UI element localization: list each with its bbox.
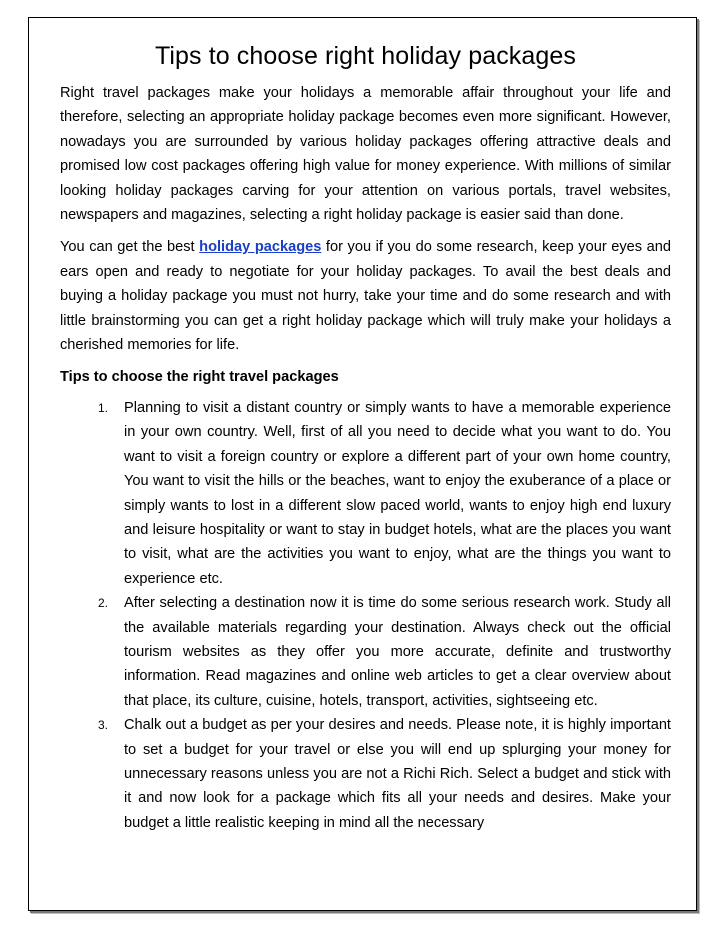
paragraph-text-after-link: for you if you do some research, keep your eyes and ears open and ready to negotiate for your holiday packages. To avail the best deals and buying a holiday package you must not hurry, take your time and do some research and with little brainstorming you can get a right holiday package which will truly make your holidays a cherished memories for life. [60, 239, 671, 354]
list-item-number: 2. [98, 596, 109, 611]
list-item-text: Planning to visit a distant country or simply wants to have a memorable experience in your own country. Well, first of all you need to decide what you want to do. You want to visit a foreign country or explore a different part of your own home country, You want to visit the hills or the beaches, want to enjoy the exuberance of a place or simply wants to lost in a different slow paced world, wants to enjoy high end luxury and leisure hospitality or want to stay in budget hotels, what are the places you want to visit, what are the activities you want to enjoy, what are the things you want to experience etc. [124, 399, 671, 587]
list-item-number: 3. [98, 718, 109, 733]
document-body [60, 40, 671, 835]
list-item [60, 591, 671, 713]
list-item-text: Chalk out a budget as per your desires and needs. Please note, it is highly important to set a budget for your travel or else you will end up splurging your money for unnecessary reasons unless you are not a Richi Rich. Select a budget and stick with it and now look for a package which fits all your needs and desires. Make your budget a little realistic keeping in mind all the necessary [124, 717, 671, 831]
list-item-text: After selecting a destination now it is time do some serious research work. Study all the available materials regarding your destination. Always check out the official tourism websites as they offer you more accurate, definite and trustworthy information. Read magazines and online web articles to get a clear overview about that place, its culture, cuisine, hotels, transport, activities, sightseeing etc. [124, 595, 671, 709]
intro-paragraph: Right travel packages make your holidays a memorable affair throughout your life and therefore, selecting an appropriate holiday package becomes even more significant. However, nowadays you are surrounded by various holiday packages offering attractive deals and promised low cost packages offering high value for money experience. With millions of similar looking holiday packages carving for your attention on various portals, travel websites, newspapers and magazines, selecting a right holiday package is easier said than done. [60, 85, 671, 224]
paragraph-text-before-link: You can get the best [60, 239, 200, 256]
list-item [60, 713, 671, 835]
page-title: Tips to choose right holiday packages [154, 42, 577, 70]
research-paragraph [60, 235, 671, 357]
tips-list [60, 396, 671, 835]
tips-subheading: Tips to choose the right travel packages [60, 369, 339, 386]
list-item [60, 396, 671, 591]
list-item-number: 1. [98, 400, 109, 415]
holiday-packages-link[interactable]: holiday packages [199, 239, 322, 256]
